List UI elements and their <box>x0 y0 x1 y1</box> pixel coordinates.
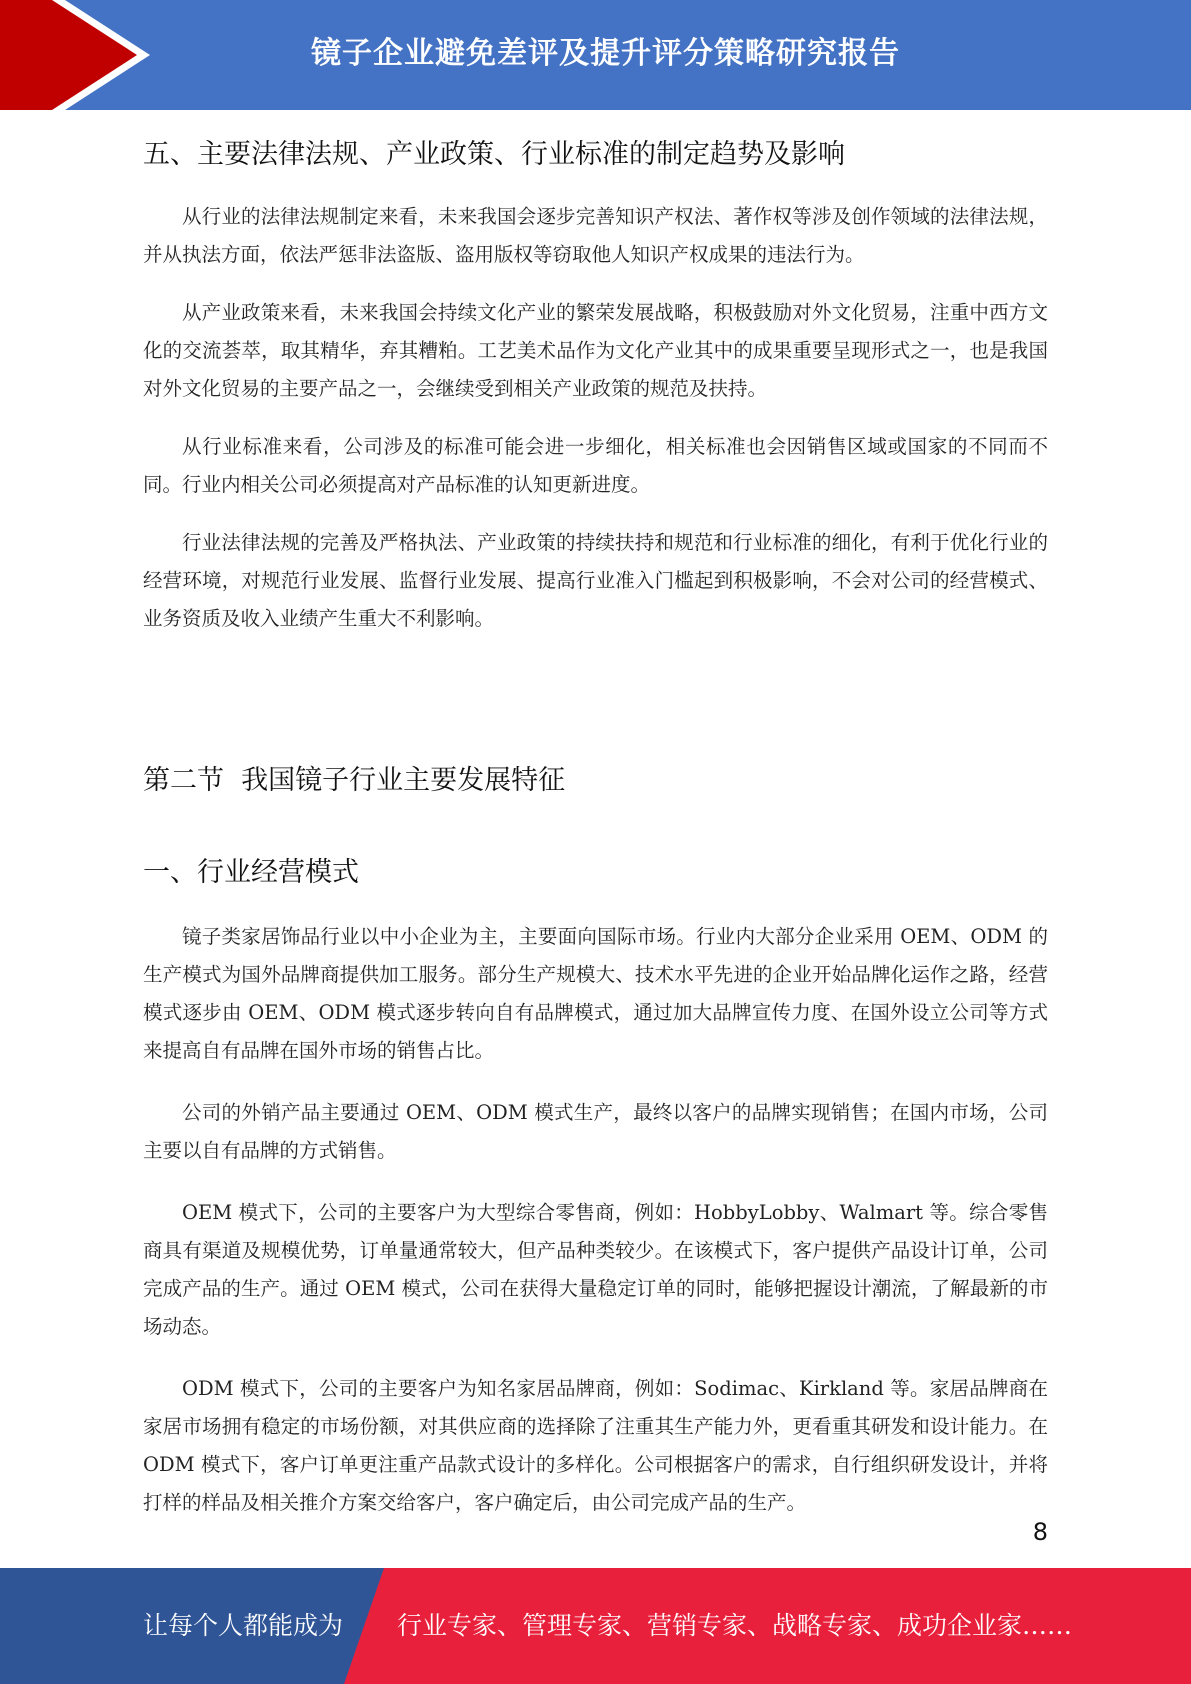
paragraph: 从行业标准来看，公司涉及的标准可能会进一步细化，相关标准也会因销售区域或国家的不同而不同。行业内相关公司必须提高对产品标准的认知更新进度。 <box>143 435 1048 496</box>
chapter-node-heading: 第二节 我国镜子行业主要发展特征 <box>143 765 566 796</box>
paragraph: ODM 模式下，公司的主要客户为知名家居品牌商，例如：Sodimac、Kirkland 等。家居品牌商在家居市场拥有稳定的市场份额，对其供应商的选择除了注重其生产能力外，更看重其研发和设计能力。在 ODM 模式下，客户订单更注重产品款式设计的多样化。公司根据客户的需求，自行组织研发设计，并将打样的样品及相关推介方案交给客户，客户确定后，由公司完成产品的生产。 <box>143 1377 1048 1514</box>
paragraph: 从行业的法律法规制定来看，未来我国会逐步完善知识产权法、著作权等涉及创作领域的法律法规，并从执法方面，依法严惩非法盗版、盗用版权等窃取他人知识产权成果的违法行为。 <box>143 205 1048 266</box>
section-heading-regulations: 五、主要法律法规、产业政策、行业标准的制定趋势及影响 <box>143 139 845 170</box>
paragraph: 行业法律法规的完善及严格执法、产业政策的持续扶持和规范和行业标准的细化，有利于优化行业的经营环境，对规范行业发展、监督行业发展、提高行业准入门槛起到积极影响，不会对公司的经营模式、业务资质及收入业绩产生重大不利影响。 <box>143 531 1048 630</box>
paragraph: 从产业政策来看，未来我国会持续文化产业的繁荣发展战略，积极鼓励对外文化贸易，注重中西方文化的交流荟萃，取其精华，弃其糟粕。工艺美术品作为文化产业其中的成果重要呈现形式之一，也是我国对外文化贸易的主要产品之一，会继续受到相关产业政策的规范及扶持。 <box>143 301 1048 400</box>
paragraph: 镜子类家居饰品行业以中小企业为主，主要面向国际市场。行业内大部分企业采用 OEM、ODM 的生产模式为国外品牌商提供加工服务。部分生产规模大、技术水平先进的企业开始品牌化运作之路，经营模式逐步由 OEM、ODM 模式逐步转向自有品牌模式，通过加大品牌宣传力度、在国外设立公司等方式来提高自有品牌在国外市场的销售占比。 <box>143 925 1048 1062</box>
report-title: 镜子企业避免差评及提升评分策略研究报告 <box>311 36 900 71</box>
section-heading-business-model: 一、行业经营模式 <box>143 857 359 888</box>
paragraph: OEM 模式下，公司的主要客户为大型综合零售商，例如：HobbyLobby、Walmart 等。综合零售商具有渠道及规模优势，订单量通常较大，但产品种类较少。在该模式下，客户提供产品设计订单，公司完成产品的生产。通过 OEM 模式，公司在获得大量稳定订单的同时，能够把握设计潮流，了解最新的市场动态。 <box>143 1201 1048 1338</box>
footer-slogan-left: 让每个人都能成为 <box>143 1611 344 1640</box>
footer-banner <box>0 1568 1191 1684</box>
section-body-regulations <box>143 198 1048 658</box>
header-bar <box>0 0 1191 110</box>
paragraph: 公司的外销产品主要通过 OEM、ODM 模式生产，最终以客户的品牌实现销售；在国内市场，公司主要以自有品牌的方式销售。 <box>143 1101 1048 1162</box>
page-number: 8 <box>1032 1518 1048 1546</box>
section-body-business-model <box>143 918 1048 1546</box>
footer-slogan-right: 行业专家、管理专家、营销专家、战略专家、成功企业家…… <box>397 1611 1073 1640</box>
